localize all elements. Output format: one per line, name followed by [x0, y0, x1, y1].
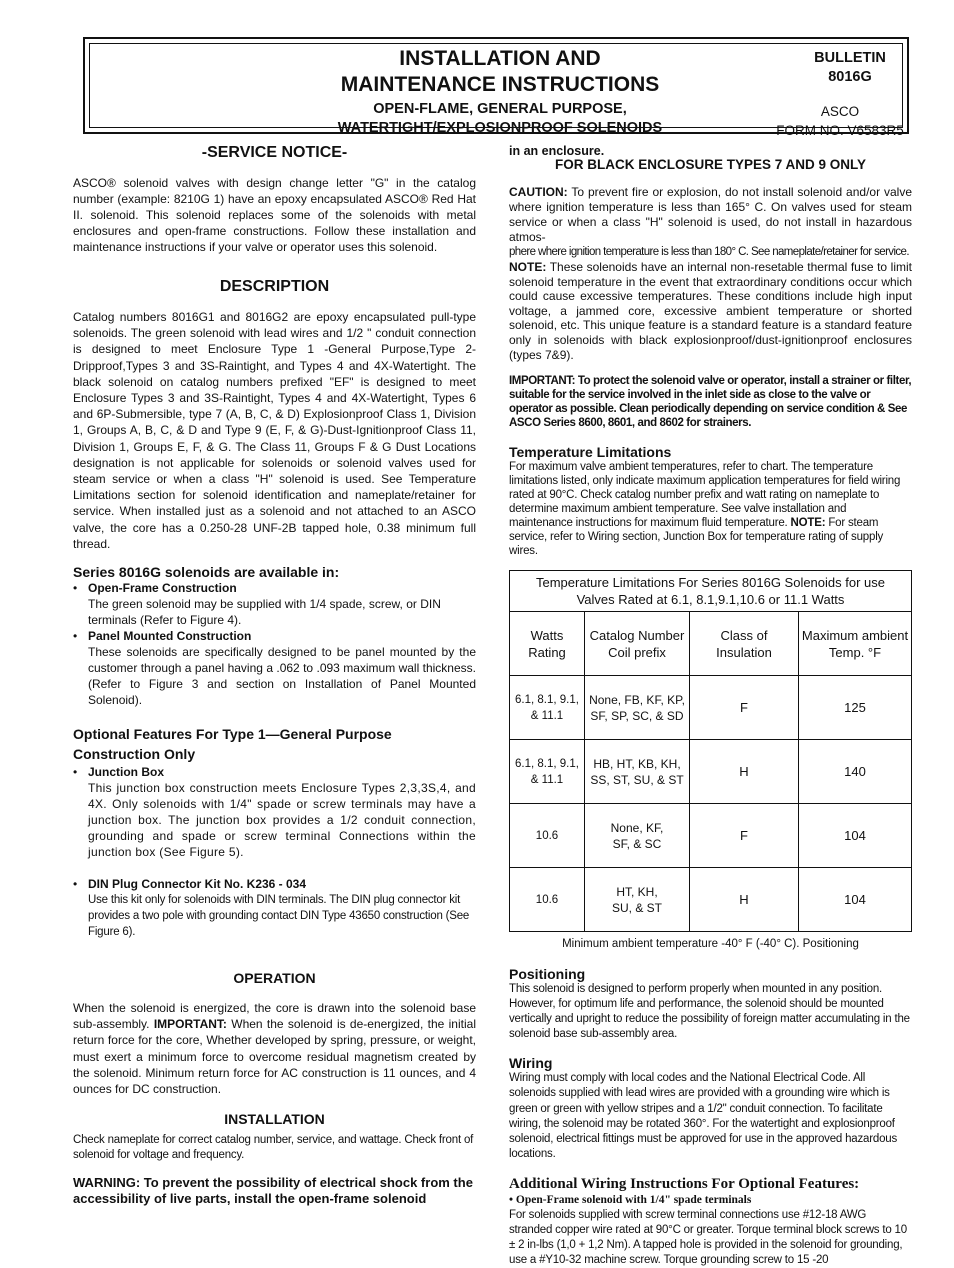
temperature-heading: Temperature Limitations [509, 444, 672, 461]
table-cell: 6.1, 8.1, 9.1, & 11.1 [510, 740, 585, 804]
operation-heading: OPERATION [233, 970, 316, 987]
table-cell: H [690, 740, 799, 804]
table-cell: HT, KH, SU, & ST [585, 868, 690, 932]
operation-text-a: When the solenoid is energized, the core is drawn into the solenoid base sub-assembly. [73, 1001, 476, 1032]
additional-wiring-text: For solenoids supplied with screw terminal connections use #12-18 AWG stranded copper wire rated at 90°C or greater. Torque terminal block screws to 10 ± 2 in-lbs (1,0 + 1,2 Nm). A tapped hole is provided in the solenoid for grounding, use a #Y10-32 machine screw. Torque grounding screw to 15 -20 [509, 1209, 907, 1267]
table-row [510, 676, 912, 740]
right-column [509, 145, 912, 1268]
temperature-text [509, 460, 912, 558]
important-label: IMPORTANT: [153, 1017, 227, 1032]
bulletin-number: 8016G [828, 69, 872, 85]
optional-item-din-plug [73, 876, 476, 892]
brand-name: ASCO [820, 104, 860, 119]
series-item-text: The green solenoid may be supplied with 1/4 spade, screw, or DIN terminals (Refer to Figure 4). [88, 597, 441, 628]
series-item-panel-mounted [73, 628, 476, 644]
optional-item-title: DIN Plug Connector Kit No. K236 - 034 [88, 877, 307, 892]
service-notice-text: ASCO® solenoid valves with design change letter "G" in the catalog number (example: 8210G 1) have an epoxy encapsulated ASCO® Red Hat II. solenoid. This solenoid replaces some of the solenoids with metal enclosures and open-frame constructions. Follow these installation and maintenance instructions if your valve or operator uses this solenoid. [73, 176, 476, 254]
additional-wiring-subheading: • Open-Frame solenoid with 1/4" spade terminals [509, 1194, 752, 1207]
form-block [770, 102, 910, 140]
series-item-title: Panel Mounted Construction [88, 629, 252, 644]
table-title: Temperature Limitations For Series 8016G Solenoids for use Valves Rated at 6.1, 8.1,9.1,10.6 or 11.1 Watts [510, 571, 912, 612]
optional-item-junction-box [73, 764, 476, 780]
wiring-heading: Wiring [509, 1055, 553, 1072]
table-cell: 125 [799, 676, 912, 740]
table-cell: 104 [799, 868, 912, 932]
subtitle-line-1: OPEN-FLAME, GENERAL PURPOSE, [373, 101, 627, 117]
table-cell: 140 [799, 740, 912, 804]
wiring-text: Wiring must comply with local codes and the National Electrical Code. All solenoids supplied with lead wires are provided with a grounding wire which is green or green with yellow stripes and a 1/2" conduit connection. To facilitate wiring, the solenoid may be rotated 360°. For the watertight and explosionproof solenoid, electrical fittings must be approved for use in the approved hazardous locations. [509, 1072, 898, 1161]
table-cell: None, KF, SF, & SC [585, 804, 690, 868]
installation-warning: WARNING: To prevent the possibility of electrical shock from the accessibility of live parts, install the open-frame solenoid [73, 1175, 473, 1207]
table-cell: 10.6 [510, 868, 585, 932]
left-column [73, 145, 476, 1207]
table-cell: H [690, 868, 799, 932]
document-title [320, 46, 680, 98]
caution-text-b: phere where ignition temperature is less than 180° C. See nameplate/retainer for service. [509, 246, 909, 258]
service-notice-heading: -SERVICE NOTICE- [201, 144, 348, 161]
installation-heading: INSTALLATION [224, 1111, 325, 1128]
form-number: FORM NO. V6583R5 [776, 123, 904, 138]
series-item-text: These solenoids are specifically designed to be panel mounted by the customer through a panel having a .062 to .093 maximum wall thickness. (Refer to Figure 3 and section on Installation of Panel Mounted Solenoid). [88, 645, 476, 708]
header-cell: Class of Insulation [690, 612, 799, 676]
additional-wiring-heading: Additional Wiring Instructions For Optional Features: [509, 1176, 860, 1193]
optional-item-text: Use this kit only for solenoids with DIN terminals. The DIN plug connector kit provides a two pole with grounding contact DIN Type 43650 construction (See Figure 6). [88, 894, 470, 939]
table-cell: 10.6 [510, 804, 585, 868]
description-heading: DESCRIPTION [219, 278, 330, 295]
temperature-note-label: NOTE: [790, 517, 826, 530]
header-inner-border [89, 43, 904, 138]
optional-item-text: This junction box construction meets Enclosure Types 2,3,3S,4, and 4X. Only solenoids with 1/4" spade or screw terminals may have a junction box. The junction box provides a 1/2 conduit connection, grounding and spade or screw terminal Connections within the junction box (See Figure 5). [88, 781, 476, 860]
series-heading: Series 8016G solenoids are available in: [73, 564, 340, 581]
subtitle-line-2: WATERTIGHT/EXPLOSIONPROOF SOLENOIDS [337, 120, 663, 136]
temperature-table [509, 570, 912, 932]
series-item-open-frame [73, 580, 476, 596]
caution-text [509, 185, 912, 245]
description-text: Catalog numbers 8016G1 and 8016G2 are epoxy encapsulated pull-type solenoids. The green solenoid with lead wires and 1/2 " conduit connection is designed to meet Enclosure Type 1 -General Purpose,Type 2-Dripproof,Types 3 and 3S-Raintight, and Types 4 and 4X-Watertight. The black solenoid on catalog numbers prefixed "EF" is designed to meet Enclosure Types 3 and 3S-Raintight, Types 4 and 4X-Watertight, Types 6 and 6P-Submersible, type 7 (A, B, C, & D) Explosionproof Class 1, Division 1, Groups A, B, C, & D and Type 9 (E, F, & G)-Dust-Ignitionproof Class 11, Division 1, Groups E, F, & G. The Class 11, Groups F & G Dust Locations designation is not applicable for solenoids or solenoid valves used for steam service or when a class "H" solenoid is used. See Temperature Limitations section for solenoid identification and nameplate/retainer for service. When installed just as a solenoid and not attached to an ASCO valve, the core has a 0.250-28 UNF-2B tapped hole, 0.38 minimum full thread. [73, 310, 476, 551]
important-strainer: IMPORTANT: To protect the solenoid valve or operator, install a strainer or filter, suitable for the service involved in the inlet side as close to the valve or operator as possible. Clean periodically depending on service condition & See ASCO Series 8600, 8601, and 8602 for strainers. [509, 375, 912, 430]
operation-text [73, 1000, 476, 1097]
positioning-text: This solenoid is designed to perform properly when mounted in any position. However, for optimum life and performance, the solenoid should be mounted vertically and upright to reduce the possibility of foreign matter accumulating in the solenoid base sub-assembly area. [509, 983, 910, 1041]
note-label: NOTE: [509, 260, 547, 274]
temperature-text-a: For maximum valve ambient temperatures, refer to chart. The temperature limitations listed, only indicate maximum application temperatures for field wiring rated at 90°C. Check catalog number prefix and watt rating on nameplate to determine maximum ambient temperature. See valve installation and maintenance instructions for maximum fluid temperature. [509, 461, 901, 530]
header-cell: Maximum ambient Temp. °F [799, 612, 912, 676]
bulletin-label: BULLETIN [814, 50, 886, 66]
caution-label: CAUTION: [509, 185, 568, 199]
bullet-icon: • [73, 581, 78, 596]
title-line-1: INSTALLATION AND [399, 47, 601, 70]
table-cell: HB, HT, KB, KH, SS, ST, SU, & ST [585, 740, 690, 804]
header-box [83, 37, 909, 138]
table-row [510, 868, 912, 932]
warning-continued: in an enclosure. [509, 144, 605, 158]
table-caption: Minimum ambient temperature -40° F (-40° C). Positioning [562, 938, 859, 951]
table-header-row [510, 612, 912, 676]
title-line-2: MAINTENANCE INSTRUCTIONS [340, 73, 660, 96]
optional-item-title: Junction Box [88, 765, 165, 780]
installation-text: Check nameplate for correct catalog number, service, and wattage. Check front of solenoid for voltage and frequency. [73, 1134, 474, 1162]
series-item-title: Open-Frame Construction [88, 581, 237, 596]
header-cell: Watts Rating [510, 612, 585, 676]
caution-text-a: To prevent fire or explosion, do not install solenoid and/or valve where ignition temperature is less than 165° C. On valves used for steam service or when a class "H" solenoid is used, do not install in hazardous atmos- [509, 185, 912, 244]
header-cell: Catalog Number Coil prefix [585, 612, 690, 676]
bullet-icon: • [73, 877, 78, 892]
positioning-heading: Positioning [509, 966, 586, 983]
bulletin-block [790, 49, 910, 87]
table-title-row [510, 571, 912, 612]
table-cell: F [690, 804, 799, 868]
table-cell: 104 [799, 804, 912, 868]
optional-features-heading: Optional Features For Type 1—General Purpose Construction Only [73, 726, 392, 763]
table-row [510, 740, 912, 804]
bullet-icon: • [73, 765, 78, 780]
operation-text-b: When the solenoid is de-energized, the initial return force for the core, Whether developed by spring, pressure, or weight, must exert a minimum force to overcome residual magnetism created by the solenoid. Minimum return force for AC construction is 11 ounces, and 4 ounces for DC construction. [73, 1017, 476, 1097]
note-body: These solenoids have an internal non-resetable thermal fuse to limit solenoid temperature in the event that extraordinary conditions occur which could cause excessive temperatures. These conditions include high input voltage, a jammed core, excessive ambient temperature or shorted solenoid, etc. This unique feature is a standard feature is a standard feature only in solenoids with black explosionproof/dust-ignitionproof enclosures (types 7&9). [509, 260, 912, 362]
document-subtitle [290, 100, 710, 138]
bullet-icon: • [73, 629, 78, 644]
table-cell: F [690, 676, 799, 740]
note-text [509, 260, 912, 362]
table-cell: 6.1, 8.1, 9.1, & 11.1 [510, 676, 585, 740]
table-row [510, 804, 912, 868]
black-enclosure-heading: FOR BLACK ENCLOSURE TYPES 7 AND 9 ONLY [554, 157, 867, 172]
temperature-text-b: For steam service, refer to Wiring section, Junction Box for temperature rating of supply wires. [509, 517, 884, 558]
table-cell: None, FB, KF, KP, SF, SP, SC, & SD [585, 676, 690, 740]
